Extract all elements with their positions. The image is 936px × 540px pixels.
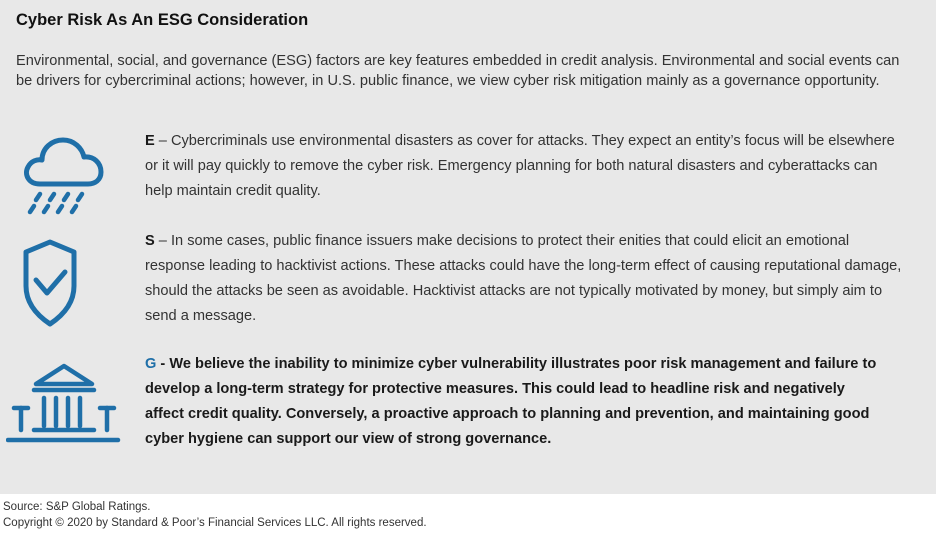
esg-item-environmental: E – Cybercriminals use environmental disasters as cover for attacks. They expect an entity’s focus will be elsewhere or it will pay quickly to remove the cyber risk. Emergency planning for both natural disasters and cyberattacks can help maintain credit quality. (145, 133, 895, 199)
esg-letter: S (145, 233, 155, 249)
copyright-note: Copyright © 2020 by Standard & Poor’s Financial Services LLC. All rights reserved. (3, 517, 427, 529)
source-note: Source: S&P Global Ratings. (3, 501, 151, 513)
page-title: Cyber Risk As An ESG Consideration (16, 11, 309, 29)
shield-check-icon (22, 238, 78, 328)
esg-item-governance: G - We believe the inability to minimize cyber vulnerability illustrates poor risk management and failure to develop a long-term strategy for protective measures. This could lead to headline risk and negatively affect credit quality. Conversely, a proactive approach to planning and prevention, and maintaining good cyber hygiene can support our view of strong governance. (145, 356, 877, 447)
esg-item-text: In some cases, public finance issuers make decisions to protect their enities that could elicit an emotional response leading to hacktivist actions. These attacks could have the long-term effect of causing reputational damage, should the attacks be seen as avoidable. Hacktivist attacks are not typically motivated by money, but simply aim to send a message. (145, 233, 902, 324)
storm-cloud-icon (22, 128, 104, 218)
esg-item-text: Cybercriminals use environmental disasters as cover for attacks. They expect an entity’s focus will be elsewhere or it will pay quickly to remove the cyber risk. Emergency planning for both natural disasters and cyberattacks can help maintain credit quality. (145, 133, 895, 199)
esg-item-text: We believe the inability to minimize cyber vulnerability illustrates poor risk management and failure to develop a long-term strategy for protective measures. This could lead to headline risk and negatively affect credit quality. Conversely, a proactive approach to planning and prevention, and maintaining good cyber hygiene can support our view of strong governance. (145, 356, 877, 447)
government-building-icon (6, 360, 122, 446)
esg-letter: G (145, 356, 157, 372)
intro-paragraph: Environmental, social, and governance (ESG) factors are key features embedded in credit analysis. Environmental and social events can be drivers for cybercriminal actions; however, in U.S. public finance, we view cyber risk mitigation mainly as a governance opportunity. (16, 53, 900, 89)
esg-item-social: S – In some cases, public finance issuers make decisions to protect their enities that could elicit an emotional response leading to hacktivist actions. These attacks could have the long-term effect of causing reputational damage, should the attacks be seen as avoidable. Hacktivist attacks are not typically motivated by money, but simply aim to send a message. (145, 233, 902, 324)
esg-letter: E (145, 133, 155, 149)
